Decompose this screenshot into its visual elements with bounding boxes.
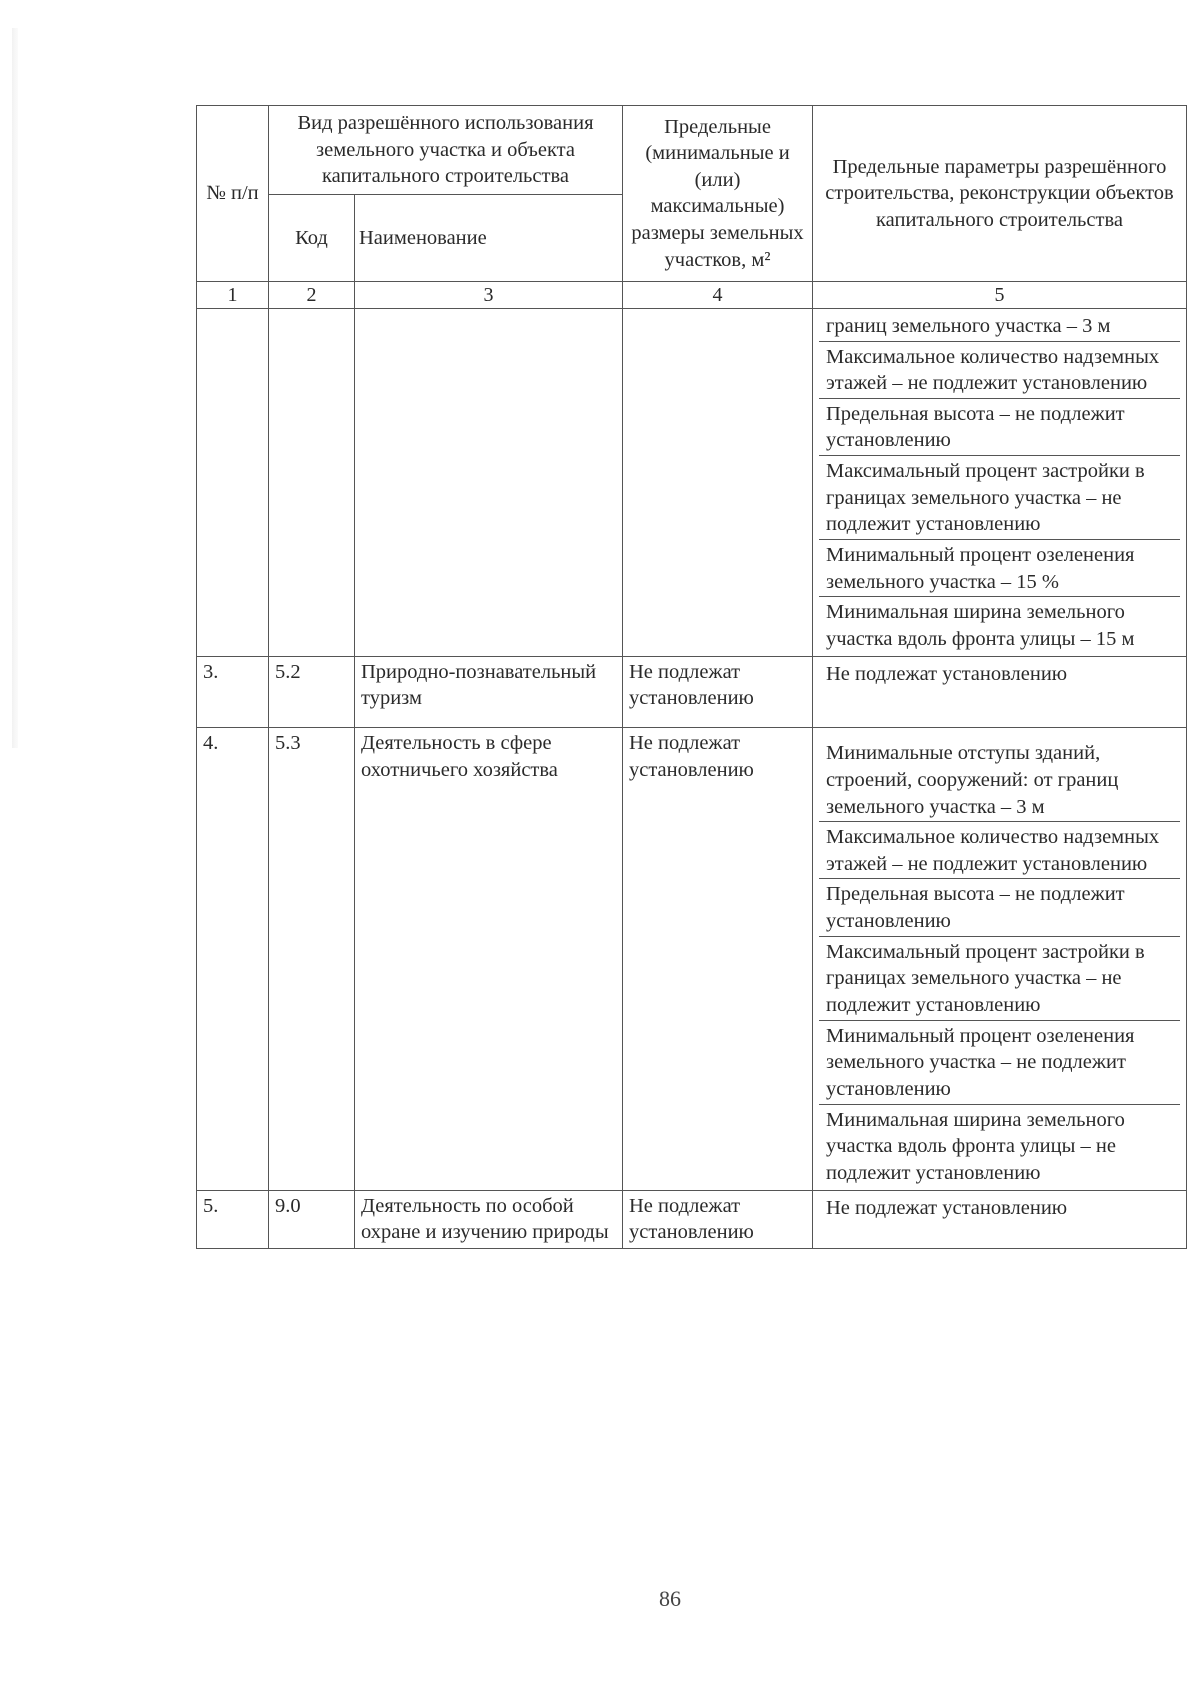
row-sizes: Не подлежат установлению: [623, 656, 813, 728]
header-params: Предельные параметры разрешённого строительства, реконструкции объектов капитального строительства: [813, 106, 1187, 282]
column-number: 4: [623, 281, 813, 308]
row-sizes: Не подлежат установлению: [623, 1190, 813, 1248]
row-code: 5.2: [269, 656, 355, 728]
param-item: Не подлежат установлению: [826, 1196, 1068, 1219]
param-item: Максимальный процент застройки в границах земельного участка – не подлежит установлению: [819, 455, 1180, 539]
param-item: Не подлежат установлению: [826, 662, 1068, 685]
row-num: 4.: [197, 728, 269, 1190]
header-sizes: Предельные (минимальные и (или) максимальные) размеры земельных участков, м²: [623, 106, 813, 282]
param-item: Предельная высота – не подлежит установлению: [819, 878, 1180, 935]
row-sizes: Не подлежат установлению: [623, 728, 813, 1190]
header-num: № п/п: [197, 106, 269, 282]
column-number: 1: [197, 281, 269, 308]
table-row: [197, 728, 1187, 1190]
param-item: Предельная высота – не подлежит установлению: [819, 398, 1180, 455]
param-item: Максимальное количество надземных этажей – не подлежит установлению: [819, 821, 1180, 878]
row-name: [355, 308, 623, 656]
row-num: 5.: [197, 1190, 269, 1248]
row-params: [813, 1190, 1187, 1248]
param-item: Минимальные отступы зданий, строений, сооружений: от границ земельного участка – 3 м: [826, 742, 1119, 818]
row-code: 5.3: [269, 728, 355, 1190]
row-params: [813, 308, 1187, 656]
row-code: 9.0: [269, 1190, 355, 1248]
row-num: [197, 308, 269, 656]
row-name: Природно-познавательный туризм: [355, 656, 623, 728]
row-name: Деятельность в сфере охотничьего хозяйства: [355, 728, 623, 1190]
row-sizes: [623, 308, 813, 656]
table-row: [197, 656, 1187, 728]
scan-edge: [12, 28, 18, 748]
row-params: [813, 728, 1187, 1190]
column-number: 5: [813, 281, 1187, 308]
column-number: 2: [269, 281, 355, 308]
row-params: [813, 656, 1187, 728]
param-item: Максимальный процент застройки в границах земельного участка – не подлежит установлению: [819, 936, 1180, 1020]
permitted-use-table: [196, 105, 1187, 1249]
table-row: [197, 1190, 1187, 1248]
param-item: Минимальный процент озеленения земельного участка – 15 %: [819, 539, 1180, 596]
column-number: 3: [355, 281, 623, 308]
param-item: Минимальная ширина земельного участка вдоль фронта улицы – не подлежит установлению: [819, 1104, 1180, 1188]
header-code: Код: [269, 194, 355, 281]
param-item: Минимальный процент озеленения земельного участка – не подлежит установлению: [819, 1020, 1180, 1104]
param-item: Минимальная ширина земельного участка вдоль фронта улицы – 15 м: [819, 596, 1180, 653]
row-name: Деятельность по особой охране и изучению природы: [355, 1190, 623, 1248]
page-number: 86: [659, 1586, 681, 1611]
param-item: границ земельного участка – 3 м: [826, 314, 1111, 337]
row-code: [269, 308, 355, 656]
column-number-row: [197, 281, 1187, 308]
header-vid-group: Вид разрешённого использования земельного участка и объекта капитального строительства: [269, 106, 623, 195]
header-name: Наименование: [355, 194, 623, 281]
row-num: 3.: [197, 656, 269, 728]
table-row: [197, 308, 1187, 656]
param-item: Максимальное количество надземных этажей – не подлежит установлению: [819, 341, 1180, 398]
